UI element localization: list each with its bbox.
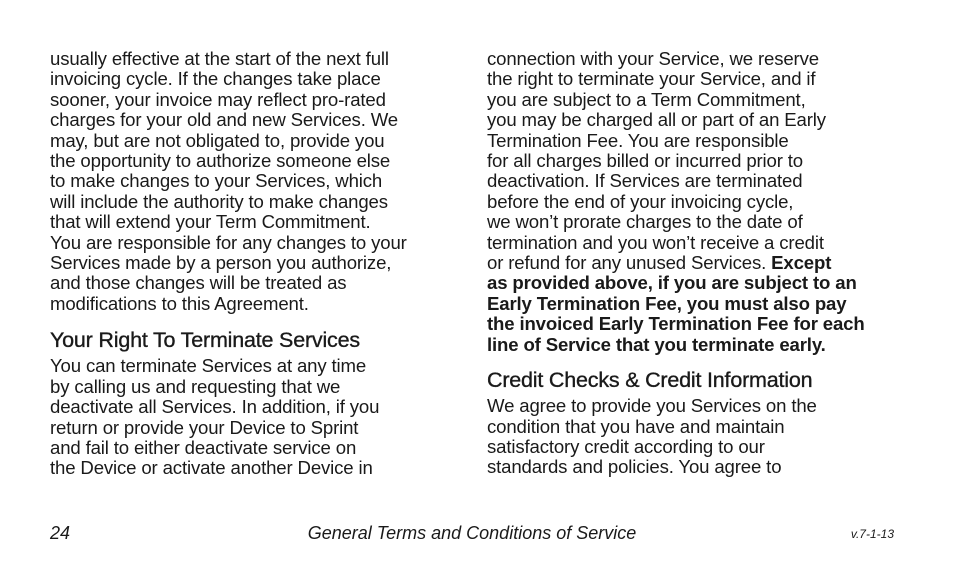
right-paragraph-2: We agree to provide you Services on the condition that you have and maintain satisfactory credit according to our standards and policies. You agree to (487, 395, 817, 478)
right-paragraph-1-text: connection with your Service, we reserve the right to terminate your Service, and if you are subject to a Term Commitment, you may be charged all or part of an Early Termination Fee. You are responsible for all charges billed or incurred prior to deactivation. If Services are terminated before the end of your invoicing cycle, we won’t prorate charges to the date of termination and you won’t receive a credit or refund for any unused Services. (487, 48, 826, 274)
page-footer (50, 523, 894, 545)
section-heading-right-to-terminate: Your Right To Terminate Services (50, 328, 360, 353)
section-heading-credit-checks: Credit Checks & Credit Information (487, 368, 813, 393)
footer-document-title: General Terms and Conditions of Service (307, 523, 637, 543)
right-paragraph-1-bold-text: Except as provided above, if you are subject to an Early Termination Fee, you must also pay the invoiced Early Termination Fee for each line of Service that you terminate early. (487, 252, 865, 355)
left-column (50, 49, 458, 479)
left-paragraph-2: You can terminate Services at any time by calling us and requesting that we deactivate all Services. In addition, if you return or provide your Device to Sprint and fail to either deactivate service on the Device or activate another Device in (50, 355, 380, 479)
version-label: v.7-1-13 (850, 527, 894, 541)
right-paragraph-1 (487, 49, 899, 355)
left-paragraph-1: usually effective at the start of the next full invoicing cycle. If the changes take place sooner, your invoice may reflect pro-rated charges for your old and new Services. We may, but are not obligated to, provide you the opportunity to authorize someone else to make changes to your Services, which will include the authority to make changes that will extend your Term Commitment. You are responsible for any changes to your Services made by a person you authorize, and those changes will be treated as modifications to this Agreement. (50, 48, 407, 314)
right-column (487, 49, 899, 478)
page-number: 24 (50, 523, 71, 543)
